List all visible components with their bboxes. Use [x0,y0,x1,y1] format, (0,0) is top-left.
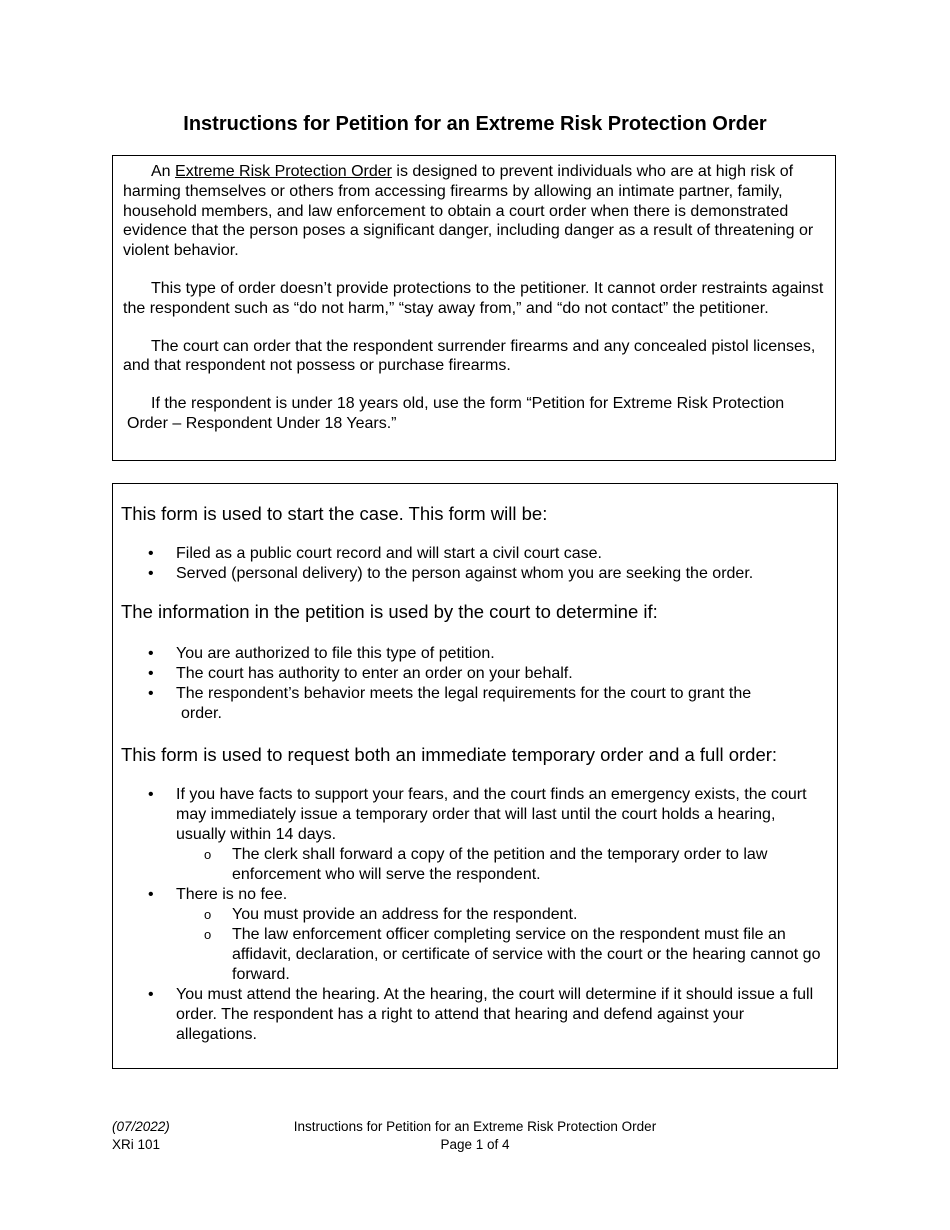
sub-list [176,905,827,985]
revision-date: (07/2022) [112,1119,170,1134]
list-item [121,684,827,724]
section-heading-start-case: This form is used to start the case. This form will be: [121,503,548,524]
intro-p4-line1: If the respondent is under 18 years old, use the form “Petition for Extreme Risk Protection [151,395,785,413]
intro-p1-prefix: An [151,163,176,180]
list-item: • Served (personal delivery) to the person against whom you are seeking the order. [121,564,827,584]
list-item-text: There is no fee. [176,886,288,903]
sub-list-item: o The clerk shall forward a copy of the petition and the temporary order to law enforcement who will serve the respondent. [176,845,827,885]
section-heading-orders: This form is used to request both an immediate temporary order and a full order: [121,744,778,765]
sub-list [176,845,827,885]
form-code: XRi 101 [112,1137,161,1152]
list-item [121,785,827,885]
list-item-continuation: order. [181,705,222,722]
footer-doc-title: Instructions for Petition for an Extreme Risk Protection Order [293,1119,657,1134]
intro-paragraph-4 [123,394,825,434]
intro-paragraph-2: This type of order doesn’t provide protections to the petitioner. It cannot order restraints against the respondent such as “do not harm,” “stay away from,” and “do not contact” the petitioner. [123,279,824,317]
intro-paragraph-1 [123,162,825,261]
form-usage-box [112,483,838,1069]
intro-paragraph-3: The court can order that the respondent surrender firearms and any concealed pistol licenses, and that respondent not possess or purchase firearms. [123,337,816,375]
list-item: • The court has authority to enter an order on your behalf. [121,664,827,684]
list-item: • You are authorized to file this type of petition. [121,644,827,664]
list-item [121,885,827,985]
sub-list-item: o You must provide an address for the respondent. [176,905,827,925]
section-heading-determine: The information in the petition is used by the court to determine if: [121,601,658,622]
footer-center [0,1118,950,1154]
extreme-risk-protection-order-link[interactable]: Extreme Risk Protection Order [175,163,392,180]
intro-p4-line2: Order – Respondent Under 18 Years.” [127,414,397,432]
start-case-list [121,544,827,584]
page-number: Page 1 of 4 [440,1137,510,1152]
list-item: • You must attend the hearing. At the hearing, the court will determine if it should issue a full order. The respondent has a right to attend that hearing and defend against your allegations. [121,985,827,1045]
sub-list-item: o The law enforcement officer completing service on the respondent must file an affidavit, declaration, or certificate of service with the court or the hearing cannot go forward. [176,925,827,985]
intro-box [112,155,836,461]
list-item-text: If you have facts to support your fears, and the court finds an emergency exists, the court may immediately issue a temporary order that will last until the court holds a hearing, usually within 14 days. [176,786,807,843]
list-item-text: The respondent’s behavior meets the legal requirements for the court to grant the [176,685,752,702]
page-title: Instructions for Petition for an Extreme Risk Protection Order [183,113,767,135]
orders-list [121,785,827,1045]
intro-p1-rest: is designed to prevent individuals who are at high risk of harming themselves or others from accessing firearms by allowing an intimate partner, family, household members, and law enforcement to obtain a court order when there is demonstrated evidence that the person poses a significant danger, including danger as a result of threatening or violent behavior. [123,163,814,260]
list-item: • Filed as a public court record and will start a civil court case. [121,544,827,564]
determine-list [121,644,827,724]
